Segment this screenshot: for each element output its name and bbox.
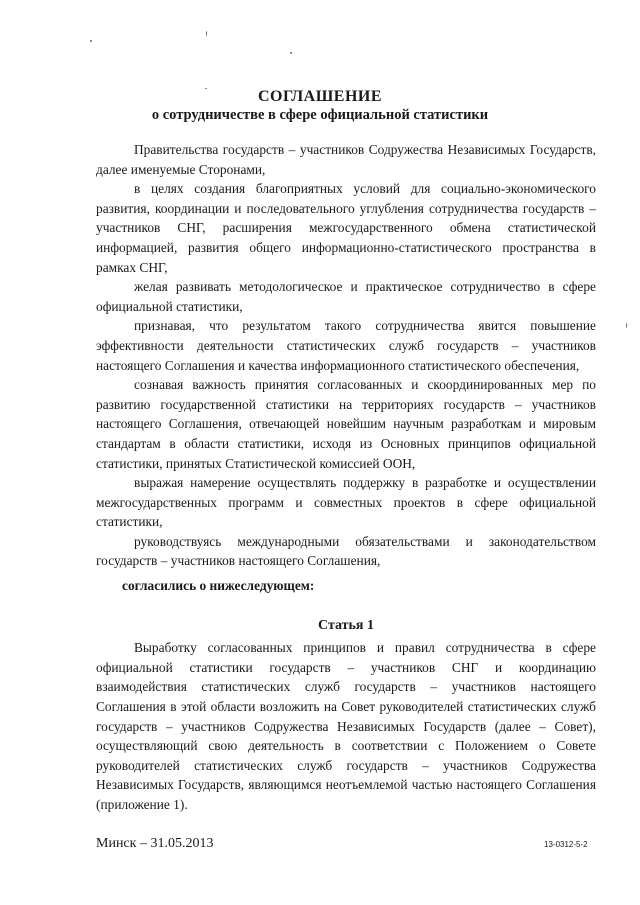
scan-speck — [290, 52, 292, 54]
preamble-paragraph: сознавая важность принятия согласованных и скоординированных мер по развитию государственной статистики на территориях государств – участников настоящего Соглашения, отвечающей новейшим научным разработкам и мировым стандартам в области статистики, исходя из Основных принципов официальной статистики, принятых Статистической комиссией ООН, — [96, 377, 596, 471]
article-paragraph: Выработку согласованных принципов и правил сотрудничества в сфере официальной статистики государств – участников СНГ и координацию взаимодействия статистических служб государств – участников настоящего Соглашения в этой области возложить на Совет руководителей статистических служб государств – участников Содружества Независимых Государств (далее – Совет), осуществляющий свою деятельность в соответствии с Положением о Совете руководителей статистических служб государств – участников Содружества Независимых Государств, являющимся неотъемлемой частью настоящего Соглашения (приложение 1). — [96, 640, 596, 812]
preamble-paragraph: признавая, что результатом такого сотрудничества явится повышение эффективности деятельности статистических служб государств – участников настоящего Соглашения и качества информационного статистического обеспечения, — [96, 318, 596, 373]
preamble-paragraph: руководствуясь международными обязательствами и законодательством государств – участников настоящего Соглашения, — [96, 533, 596, 569]
scan-speck — [90, 40, 92, 42]
preamble-paragraph: Правительства государств – участников Содружества Независимых Государств, далее именуемые Сторонами, — [96, 142, 596, 177]
scan-speck — [626, 323, 627, 328]
scan-speck — [206, 31, 207, 36]
article-heading: Статья 1 — [318, 617, 374, 633]
preamble-paragraph: желая развивать методологическое и практическое сотрудничество в сфере официальной статистики, — [96, 279, 596, 314]
preamble-paragraph: выражая намерение осуществлять поддержку в разработке и осуществлении межгосударственных программ и совместных проектов в сфере официальной статистики, — [96, 475, 596, 530]
agreed-clause: согласились о нижеследующем: — [122, 578, 315, 594]
preamble-paragraph: в целях создания благоприятных условий для социально-экономического развития, координации и последовательного углубления сотрудничества государств – участников СНГ, расширения межгосударственного обмена статистической информацией, развития общего информационно-статистического пространства в рамках СНГ, — [96, 181, 596, 275]
document-body — [96, 140, 596, 815]
document-title: СОГЛАШЕНИЕ — [257, 88, 383, 105]
document-subtitle: о сотрудничестве в сфере официальной статистики — [151, 107, 489, 123]
footer-doc-code: 13-0312-5-2 — [544, 840, 588, 849]
footer-place-date: Минск – 31.05.2013 — [96, 836, 214, 851]
